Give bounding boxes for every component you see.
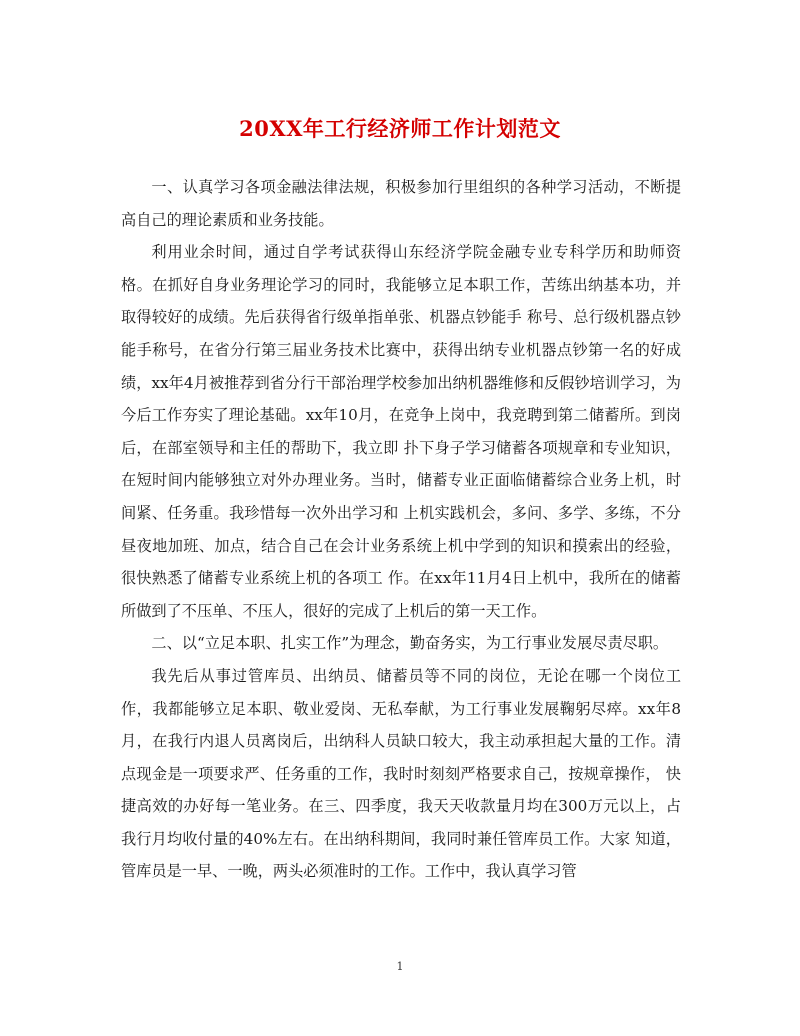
document-body [121, 171, 681, 888]
paragraph-1: 一、认真学习各项金融法律法规，积极参加行里组织的各种学习活动，不断提高自己的理论素质和业务技能。 [121, 178, 681, 229]
paragraph-4: 我先后从事过管库员、出纳员、储蓄员等不同的岗位，无论在哪一个岗位工作，我都能够立足本职、敬业爱岗、无私奉献，为工行事业发展鞠躬尽瘁。xx年8月，在我行内退人员离岗后，出纳科人员缺口较大，我主动承担起大量的工作。清点现金是一项要求严、任务重的工作，我时时刻刻严格要求自己，按规章操作， 快捷高效的办好每一笔业务。在三、四季度，我天天收款量月均在300万元以上，占我行月均收付量的40%左右。在出纳科期间，我同时兼任管库员工作。大家 知道，管库员是一早、一晚，两头必须准时的工作。工作中，我认真学习管 [121, 666, 681, 881]
document-title: 20XX年工行经济师工作计划范文 [239, 116, 561, 141]
paragraph-2: 利用业余时间，通过自学考试获得山东经济学院金融专业专科学历和助师资格。在抓好自身业务理论学习的同时，我能够立足本职工作，苦练出纳基本功，并取得较好的成绩。先后获得省行级单指单张、机器点钞能手 称号、总行级机器点钞能手称号，在省分行第三届业务技术比赛中，获得出纳专业机器点钞第一名的好成绩，xx年4月被推荐到省分行干部治理学校参加出纳机器维修和反假钞培训学习，为今后工作夯实了理论基础。xx年10月，在竞争上岗中，我竞聘到第二储蓄所。到岗后，在部室领导和主任的帮助下，我立即 扑下身子学习储蓄各项规章和专业知识，在短时间内能够独立对外办理业务。当时，储蓄专业正面临储蓄综合业务上机，时间紧、任务重。我珍惜每一次外出学习和 上机实践机会，多问、多学、多练，不分昼夜地加班、加点，结合自己在会计业务系统上机中学到的知识和摸索出的经验，很快熟悉了储蓄专业系统上机的各项工 作。在xx年11月4日上机中，我所在的储蓄所做到了不压单、不压人，很好的完成了上机后的第一天工作。 [121, 243, 681, 620]
page-number: 1 [396, 960, 404, 973]
paragraph-3: 二、以“立足本职、扎实工作”为理念，勤奋务实，为工行事业发展尽责尽职。 [151, 634, 669, 653]
